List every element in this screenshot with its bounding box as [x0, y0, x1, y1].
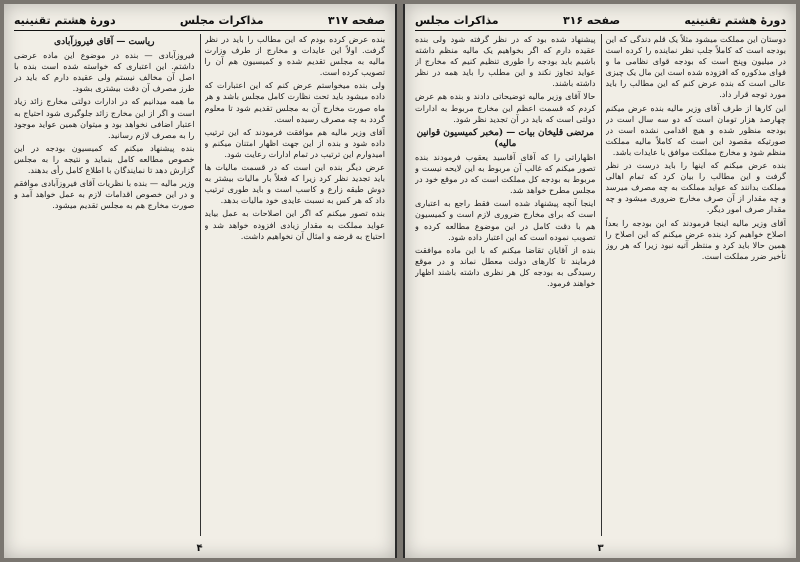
speaker-heading: ریاست — آقای فیروزآبادی: [54, 37, 155, 47]
page-footer-number: ۴: [196, 543, 203, 554]
book-spread: [4, 4, 796, 558]
paragraph: حالا آقای وزیر مالیه توضیحاتی دادند و بنده هم عرض کردم که قسمت اعظم این مخارج مربوط به ادارات دولتی است که باید در آن تجدید نظر شود.: [415, 91, 596, 124]
page-317: [4, 4, 397, 558]
paragraph: وزیر مالیه — بنده با نظریات آقای فیروزآبادی موافقم و در این خصوص اقدامات لازم به عمل خواهد آمد و صورت مخارج هم به مجلس تقدیم میشود.: [14, 178, 195, 211]
paragraph: اظهاراتی را که آقای آقاسید یعقوب فرمودند بنده تصور میکنم که غالب آن مربوط به این لایحه نیست و مربوط به بودجه کل مملکت است که در موقع خود در مجلس مطرح خواهد شد.: [415, 151, 596, 196]
paragraph: بنده عرض میکنم که اینها را باید درست در نظر گرفت و این مطالب را بیان کرد که تمام اهالی مملکت بدانند که عواید مملکت به چه مصرف میرسد و چه مقدار از آن صرف مخارج ضروری میشود و چه مقدار صرف امور دیگر.: [605, 160, 786, 215]
column-right: [606, 34, 787, 536]
paragraph: دوستان این مملکت میشود مثلاً یک قلم دندگی که این بودجه است که کاملاً جلب نظر نماینده را کرده است در میلیون وپنج است که بودجه قوای نظامی ما و قوای مذکوره که افزوده شده است این مال یک چیزی عالی است که بنده عرض کنم که این مطالب را باید مورد توجه قرار داد.: [605, 34, 786, 100]
paragraph: بنده از آقایان تقاضا میکنم که با این ماده موافقت فرمایند تا کارهای دولت معطل نماند و در موقع رسیدگی به بودجه کل هر نظری داشته باشند اظهار خواهند فرمود.: [415, 244, 596, 288]
paragraph: این کارها از طرف آقای وزیر مالیه بنده عرض میکنم چهارصد هزار تومان است که دو سه سال است در بودجه منظور شده و هیچ اقدامی نشده است در صورتیکه مقصود این است که کاملاً مالیه مملکت منظم شود و مخارج مملکت موافق با عایدات باشد.: [605, 102, 786, 157]
header-page-label: صفحه ۳۱۶: [562, 13, 621, 27]
header-page-label: صفحه ۳۱۷: [327, 13, 385, 27]
header-title: مذاکرات مجلس: [179, 13, 264, 27]
paragraph: اینجا آنچه پیشنهاد شده است فقط راجع به اعتباری است که برای مخارج ضروری لازم است و کمیسیون هم با دقت کامل در این موضوع مطالعه کرده و تصویب نموده است که این اعتبار داده شود.: [415, 198, 596, 242]
text-columns: [415, 34, 786, 536]
column-left: [14, 34, 195, 536]
speaker-heading: مرتضی قلیخان بیات — (مخبر کمیسیون قوانین مالیه): [416, 127, 594, 149]
paragraph: بنده پیشنهاد میکنم که کمیسیون بودجه در این خصوص مطالعه کامل بنماید و نتیجه را به مجلس گزارش دهد تا نمایندگان با اطلاع کامل رأی بدهند.: [14, 142, 195, 176]
header-issue: دورهٔ هشتم تقنینیه: [14, 13, 116, 27]
paragraph: آقای وزیر مالیه هم موافقت فرمودند که این ترتیب داده شود و بنده از این جهت اظهار امتنان میکنم و امیدوارم این ترتیب در تمام ادارات رعایت شود.: [204, 126, 385, 159]
paragraph: ما همه میدانیم که در ادارات دولتی مخارج زائد زیاد است و اگر از این مخارج زائد جلوگیری شود احتیاج به اعتبار اضافی نخواهد بود و میتوان همین عواید موجود را به مصرف لازم رسانید.: [14, 96, 195, 140]
column-left: [415, 34, 596, 536]
page-316: [403, 4, 796, 558]
column-right: [205, 34, 386, 536]
paragraph: بنده تصور میکنم که اگر این اصلاحات به عمل بیاید عواید مملکت به مقدار زیادی افزوده خواهد شد و احتیاج به قرضه و امثال آن نخواهیم داشت.: [204, 208, 385, 241]
paragraph: پیشنهاد شده بود که در نظر گرفته شود ولی بنده عقیده دارم که اگر بخواهیم یک مالیه منظم داشته باشیم باید بودجه را طوری تنظیم کنیم که مخارج از عواید تجاوز نکند و این مطلب را باید همه در نظر داشته باشند.: [415, 34, 596, 89]
paragraph: بنده عرض کرده بودم که این مطالب را باید در نظر گرفت. اولاً این عایدات و مخارج از طرف وزارت مالیه به مجلس تقدیم شده و کمیسیون هم آن را تصویب کرده است.: [204, 34, 385, 78]
paragraph: فیروزآبادی — بنده در موضوع این ماده عرضی داشتم. این اعتباری که خواسته شده است بنده با اصل آن مخالف نیستم ولی عقیده دارم که باید در طرز مصرف آن دقت بیشتری بشود.: [14, 50, 195, 94]
text-columns: [14, 34, 385, 536]
paragraph: آقای وزیر مالیه اینجا فرمودند که این بودجه را بعداً اصلاح خواهیم کرد بنده عرض میکنم که این اصلاح را همین حالا باید کرد و منتظر آتیه نبود زیرا که هر روز تأخیر ضرر مملکت است.: [605, 217, 786, 261]
page-footer-number: ۳: [597, 543, 604, 554]
header-issue: دورهٔ هشتم تقنینیه: [684, 13, 786, 27]
page-header: [415, 10, 786, 31]
paragraph: ولی بنده میخواستم عرض کنم که این اعتبارات که داده میشود باید تحت نظارت کامل مجلس باشد و هر ماه صورت مخارج آن به مجلس تقدیم شود تا معلوم گردد به چه مصرف رسیده است.: [204, 80, 385, 124]
header-title: مذاکرات مجلس: [415, 13, 499, 27]
page-header: [14, 10, 385, 31]
paragraph: عرض دیگر بنده این است که در قسمت مالیات ها باید تجدید نظر کرد زیرا که فعلاً بار مالیات بیشتر به دوش طبقه زارع و کاسب است و باید طوری ترتیب داد که هر کس به نسبت عایدی خود مالیات بدهد.: [204, 162, 385, 206]
